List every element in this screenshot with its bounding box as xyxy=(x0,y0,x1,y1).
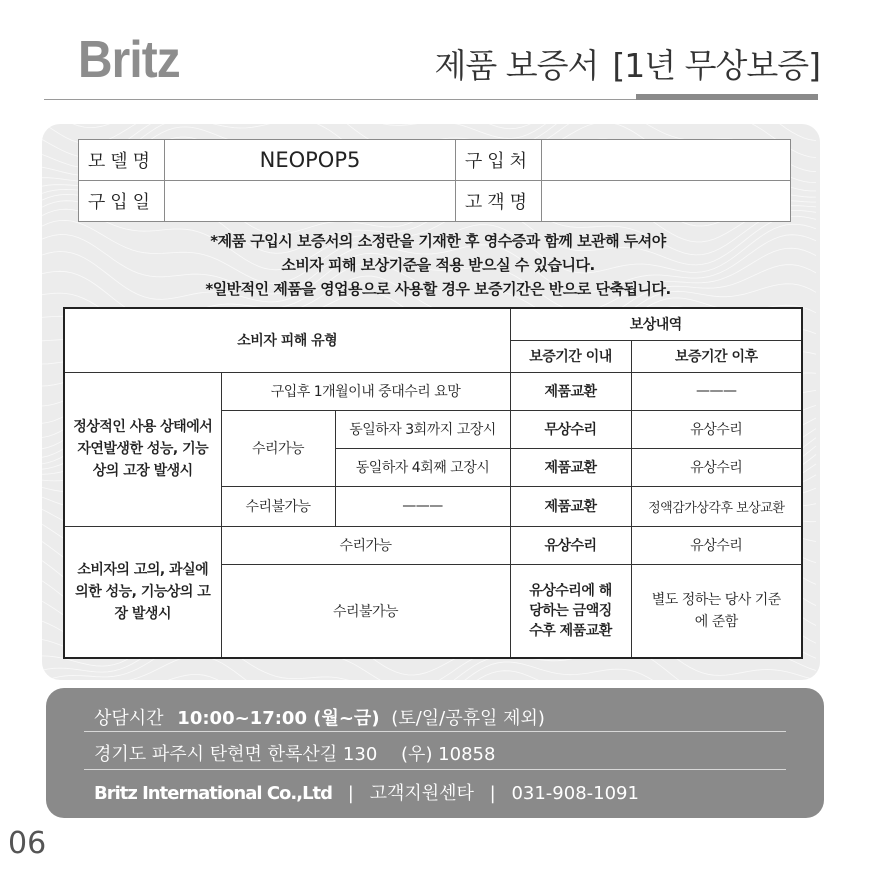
purchase-date-field[interactable] xyxy=(165,181,456,222)
support-center: 고객지원센타 xyxy=(369,783,474,804)
within-cell: 제품교환 xyxy=(510,448,631,486)
compensation-table xyxy=(63,307,803,659)
case-cell: 수리불가능 xyxy=(221,564,510,658)
hours-note: (토/일/공휴일 제외) xyxy=(391,708,545,729)
address-row xyxy=(94,740,784,766)
case-cell: 구입후 1개월이내 중대수리 요망 xyxy=(221,372,510,410)
within-warranty-header: 보증기간 이내 xyxy=(510,340,631,372)
purchase-place-field[interactable] xyxy=(542,140,791,181)
after-cell: 별도 정하는 당사 기준에 준함 xyxy=(631,564,802,658)
company-name: Britz International Co.,Ltd xyxy=(94,783,333,804)
purchase-place-label: 구입처 xyxy=(456,140,542,181)
case-cell: 동일하자 3회까지 고장시 xyxy=(335,410,510,448)
within-cell: 제품교환 xyxy=(510,486,631,526)
product-info-table xyxy=(78,139,791,222)
compensation-header: 보상내역 xyxy=(510,308,802,340)
repairable-label: 수리가능 xyxy=(221,410,335,486)
within-cell: 유상수리에 해당하는 금액징수후 제품교환 xyxy=(510,564,631,658)
page-number: 06 xyxy=(8,826,47,861)
notice-line: *제품 구입시 보증서의 소정란을 기재한 후 영수증과 함께 보관해 두셔야 xyxy=(210,232,666,250)
brand-logo: Britz xyxy=(78,31,180,89)
damage-type-header: 소비자 피해 유형 xyxy=(64,308,510,372)
within-cell: 무상수리 xyxy=(510,410,631,448)
after-warranty-header: 보증기간 이후 xyxy=(631,340,802,372)
guilloche-line xyxy=(42,124,816,129)
header-accent-bar xyxy=(636,94,818,100)
after-cell: 유상수리 xyxy=(631,526,802,564)
postcode: (우) 10858 xyxy=(401,744,496,765)
customer-name-label: 고객명 xyxy=(456,181,542,222)
hours-value: 10:00~17:00 (월~금) xyxy=(177,708,380,729)
after-cell: ——— xyxy=(631,372,802,410)
contact-divider xyxy=(84,731,786,732)
within-cell: 유상수리 xyxy=(510,526,631,564)
within-cell: 제품교환 xyxy=(510,372,631,410)
hours-label: 상담시간 xyxy=(94,708,164,729)
customer-fault-group: 소비자의 고의, 과실에 의한 성능, 기능상의 고장 발생시 xyxy=(64,526,221,658)
separator: | xyxy=(347,783,354,804)
purchase-date-label: 구입일 xyxy=(79,181,165,222)
case-cell: 동일하자 4회째 고장시 xyxy=(335,448,510,486)
consultation-hours xyxy=(94,704,784,730)
contact-divider xyxy=(84,769,786,770)
contact-panel xyxy=(46,688,824,818)
notice-line: *일반적인 제품을 영업용으로 사용할 경우 보증기간은 반으로 단축됩니다. xyxy=(205,280,671,298)
separator: | xyxy=(489,783,496,804)
warranty-notice xyxy=(0,229,876,301)
warranty-period: [1년 무상보증] xyxy=(612,46,820,85)
model-value: NEOPOP5 xyxy=(165,140,456,181)
after-cell: 유상수리 xyxy=(631,448,802,486)
notice-line: 소비자 피해 보상기준을 적용 받으실 수 있습니다. xyxy=(281,256,595,274)
customer-name-field[interactable] xyxy=(542,181,791,222)
title-text: 제품 보증서 xyxy=(434,46,599,85)
case-cell: 수리가능 xyxy=(221,526,510,564)
unrepairable-label: 수리불가능 xyxy=(221,486,335,526)
normal-use-group: 정상적인 사용 상태에서 자연발생한 성능, 기능상의 고장 발생시 xyxy=(64,372,221,526)
model-label: 모델명 xyxy=(79,140,165,181)
guilloche-line xyxy=(42,656,816,680)
after-cell: 정액감가상각후 보상교환 xyxy=(631,486,802,526)
phone-number[interactable]: 031-908-1091 xyxy=(511,783,639,804)
page-title xyxy=(434,40,820,87)
company-row xyxy=(94,779,784,805)
case-cell: ——— xyxy=(335,486,510,526)
after-cell: 유상수리 xyxy=(631,410,802,448)
address: 경기도 파주시 탄현면 한록산길 130 xyxy=(94,744,378,765)
